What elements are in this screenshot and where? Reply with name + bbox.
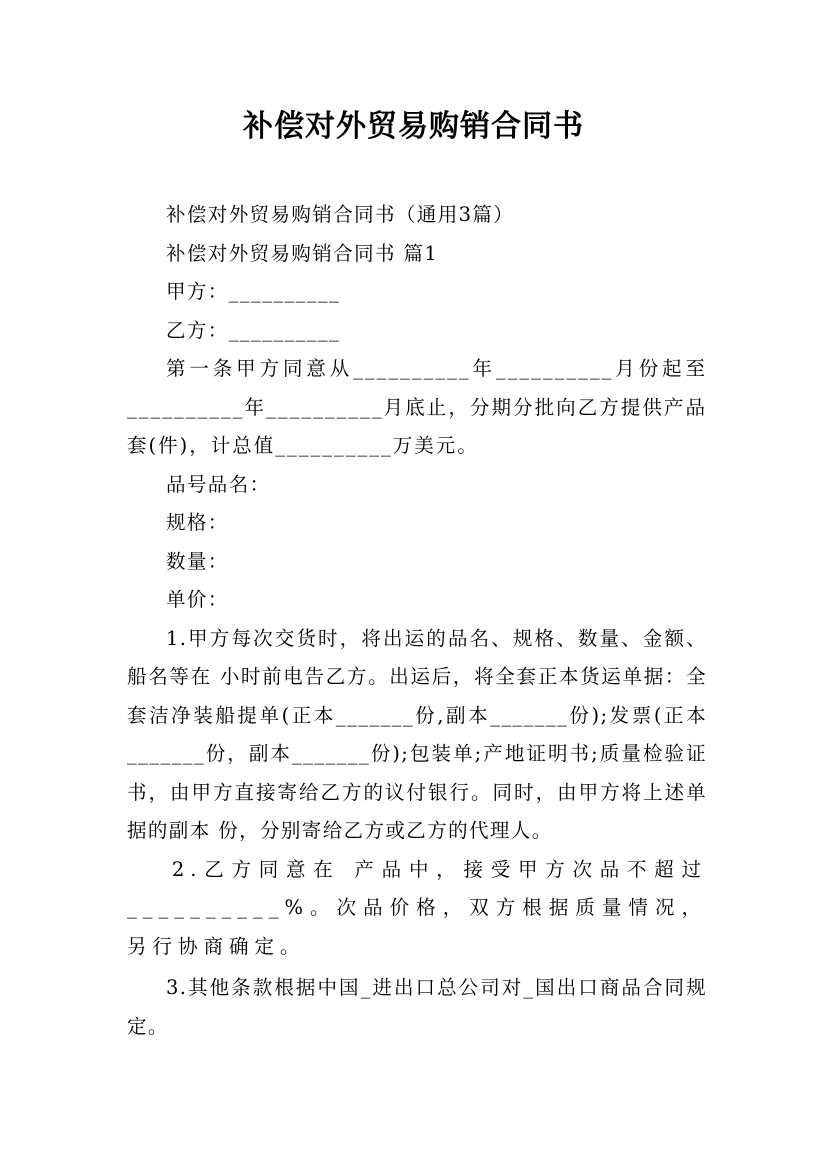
paragraph-clause-1: 1.甲方每次交货时，将出运的品名、规格、数量、金额、船名等在 小时前电告乙方。出运后，将全套正本货运单据：全套洁净装船提单(正本_______份,副本_______份);发票(正本_______份，副本_______份);包装单;产地证明书;质量检验证书，由甲方直接寄给乙方的议付银行。同时，由甲方将上述单据的副本 份，分别寄给乙方或乙方的代理人。 <box>127 626 707 842</box>
paragraph-party-b: 乙方：__________ <box>166 318 341 342</box>
paragraph-product-name: 品号品名： <box>166 472 271 496</box>
paragraph-unit-price: 单价： <box>166 588 229 611</box>
paragraph-party-a: 甲方：__________ <box>166 280 341 303</box>
document-body <box>127 196 707 1046</box>
paragraph-clause-3: 3.其他条款根据中国_进出口总公司对_国出口商品合同规定。 <box>127 976 707 1038</box>
paragraph-subtitle: 补偿对外贸易购销合同书（通用3篇） <box>166 203 515 226</box>
paragraph-article-1: 第一条甲方同意从__________年__________月份起至__________年__________月底止，分期分批向乙方提供产品套(件)，计总值__________万美元。 <box>127 357 707 457</box>
paragraph-quantity: 数量： <box>166 549 229 573</box>
paragraph-specification: 规格： <box>166 511 229 534</box>
paragraph-section-heading: 补偿对外贸易购销合同书 篇1 <box>166 241 439 265</box>
document-title: 补偿对外贸易购销合同书 <box>243 109 584 144</box>
paragraph-clause-2: 2.乙方同意在 产品中，接受甲方次品不超过__________%。次品价格，双方根据质量情况，另行协商确定。 <box>127 857 707 958</box>
